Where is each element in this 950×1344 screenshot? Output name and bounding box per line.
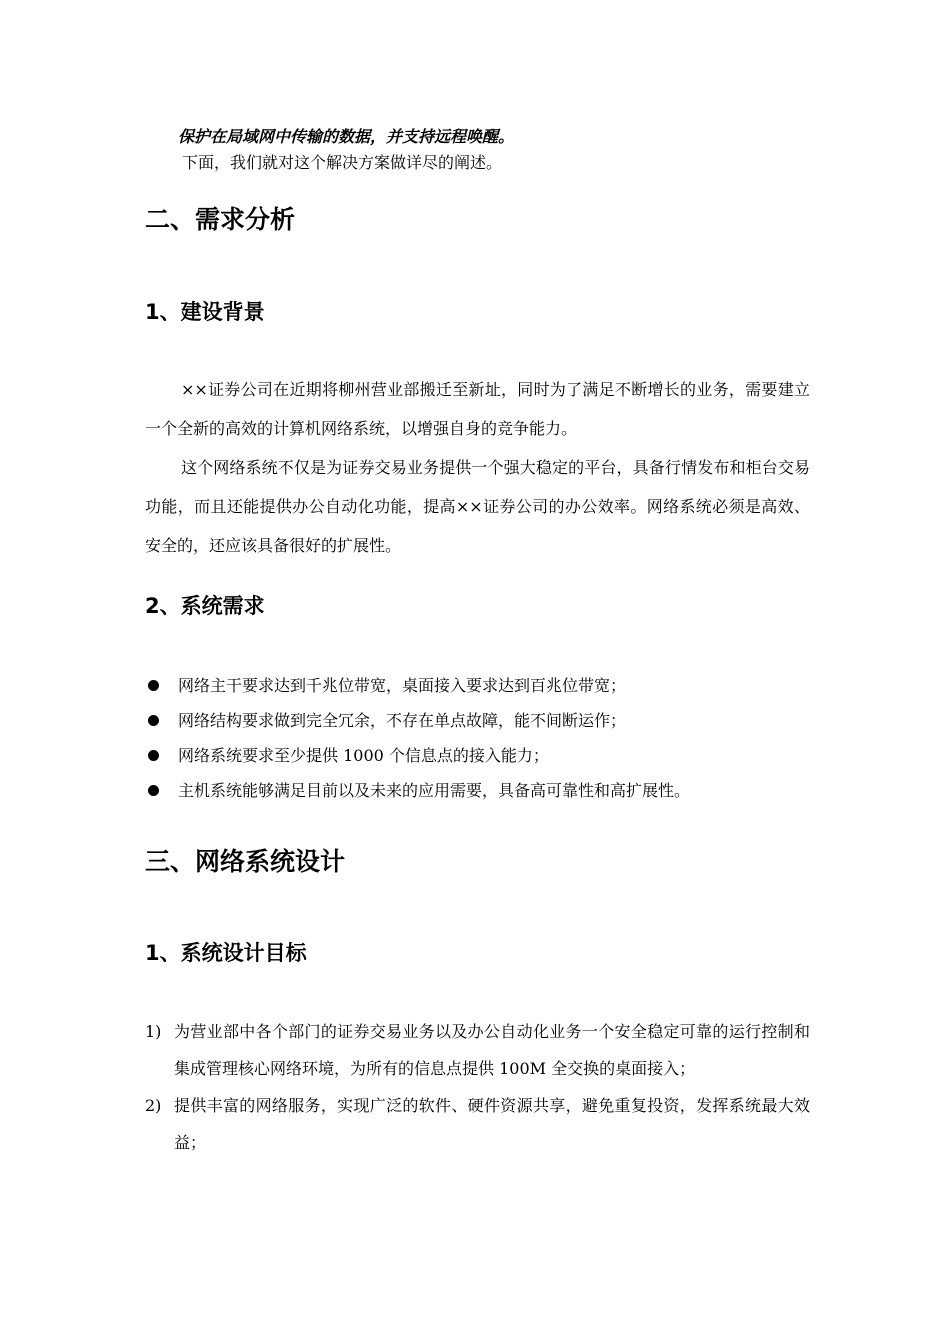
bullet-icon	[148, 715, 159, 726]
item-text: 提供丰富的网络服务，实现广泛的软件、硬件资源共享，避免重复投资，发挥系统最大效益；	[174, 1096, 810, 1152]
bullet-icon	[148, 750, 159, 761]
requirements-list	[145, 668, 810, 808]
background-paragraph-1: ××证券公司在近期将柳州营业部搬迁至新址，同时为了满足不断增长的业务，需要建立一个全新的高效的计算机网络系统，以增强自身的竞争能力。	[145, 380, 810, 438]
list-item: 网络主干要求达到千兆位带宽，桌面接入要求达到百兆位带宽；	[145, 668, 810, 703]
bullet-icon	[148, 785, 159, 796]
item-number: 2)	[145, 1096, 162, 1115]
background-paragraph-2: 这个网络系统不仅是为证券交易业务提供一个强大稳定的平台，具备行情发布和柜台交易功能，而且还能提供办公自动化功能，提高××证券公司的办公效率。网络系统必须是高效、安全的，还应该具备很好的扩展性。	[145, 458, 810, 555]
subheading-background: 1、建设背景	[145, 300, 265, 324]
list-item	[145, 1013, 810, 1087]
section-heading-requirements: 二、需求分析	[145, 205, 296, 234]
item-text: 为营业部中各个部门的证券交易业务以及办公自动化业务一个安全稳定可靠的运行控制和集成管理核心网络环境，为所有的信息点提供 100M 全交换的桌面接入；	[174, 1022, 810, 1078]
list-item: 网络系统要求至少提供 1000 个信息点的接入能力；	[145, 738, 810, 773]
item-number: 1)	[145, 1022, 162, 1041]
bullet-icon	[148, 680, 159, 691]
intro-emphasis: 保护在局域网中传输的数据，并支持远程唤醒。	[178, 127, 515, 146]
intro-line: 下面，我们就对这个解决方案做详尽的阐述。	[182, 153, 503, 172]
subheading-system-requirements: 2、系统需求	[145, 594, 265, 618]
list-item: 主机系统能够满足目前以及未来的应用需要，具备高可靠性和高扩展性。	[145, 773, 810, 808]
list-item: 网络结构要求做到完全冗余，不存在单点故障，能不间断运作；	[145, 703, 810, 738]
background-text	[145, 370, 810, 565]
subheading-design-goals: 1、系统设计目标	[145, 941, 307, 965]
list-item	[145, 1087, 810, 1161]
design-goals-list	[145, 1013, 810, 1161]
section-heading-network-design: 三、网络系统设计	[145, 847, 346, 876]
